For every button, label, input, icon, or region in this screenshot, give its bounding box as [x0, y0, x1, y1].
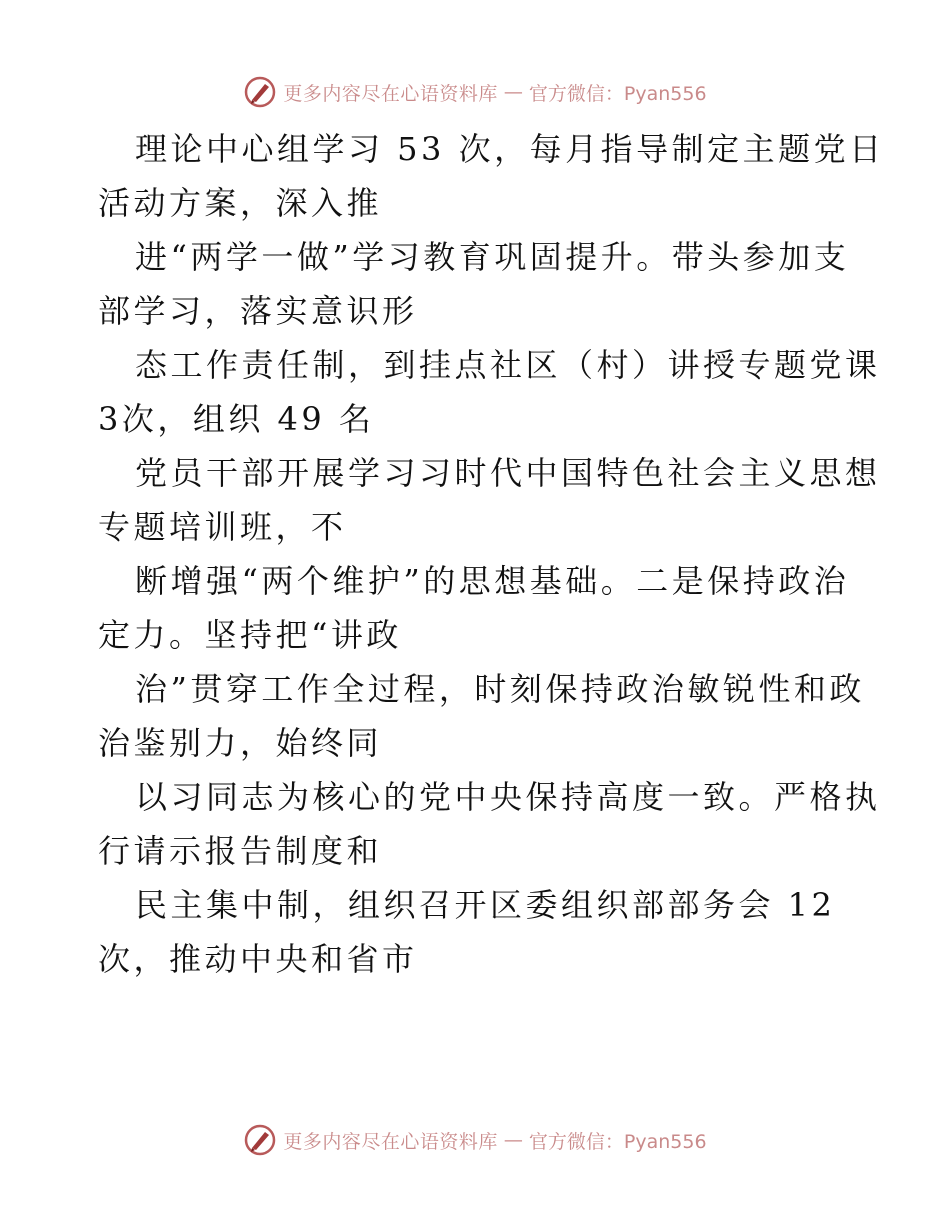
- text-line: 专题培训班，不: [98, 508, 347, 546]
- quill-logo-icon: [243, 1123, 277, 1157]
- text-line: 治”贯穿工作全过程，时刻保持政治敏锐性和政: [135, 670, 865, 708]
- text-line: 党员干部开展学习习时代中国特色社会主义思想: [135, 454, 881, 492]
- text-line: 态工作责任制，到挂点社区（村）讲授专题党课: [135, 346, 881, 384]
- text-line: 进“两学一做”学习教育巩固提升。带头参加支: [135, 238, 850, 276]
- watermark-brand: 更多内容尽在心语资料库: [283, 82, 498, 105]
- text-line: 行请示报告制度和: [98, 832, 383, 870]
- watermark-dash: —: [503, 81, 523, 103]
- quill-logo-icon: [243, 75, 277, 109]
- text-line: 以习同志为核心的党中央保持高度一致。严格执: [135, 778, 881, 816]
- watermark-contact: 官方微信：Pyan556: [528, 1130, 707, 1153]
- text-line: 理论中心组学习 53 次，每月指导制定主题党日: [135, 130, 885, 168]
- watermark-brand: 更多内容尽在心语资料库: [283, 1130, 498, 1153]
- watermark-dash: —: [503, 1129, 523, 1151]
- text-line: 民主集中制，组织召开区委组织部部务会 12: [135, 886, 836, 924]
- footer-watermark: [0, 1120, 950, 1160]
- watermark-contact: 官方微信：Pyan556: [528, 82, 707, 105]
- text-line: 断增强“两个维护”的思想基础。二是保持政治: [135, 562, 850, 600]
- text-line: 3次，组织 49 名: [98, 400, 375, 438]
- text-line: 次，推动中央和省市: [98, 940, 418, 978]
- text-line: 治鉴别力，始终同: [98, 724, 383, 762]
- header-watermark: [0, 72, 950, 112]
- text-line: 活动方案，深入推: [98, 184, 383, 222]
- document-body: [98, 122, 885, 986]
- text-line: 定力。坚持把“讲政: [98, 616, 402, 654]
- text-line: 部学习，落实意识形: [98, 292, 418, 330]
